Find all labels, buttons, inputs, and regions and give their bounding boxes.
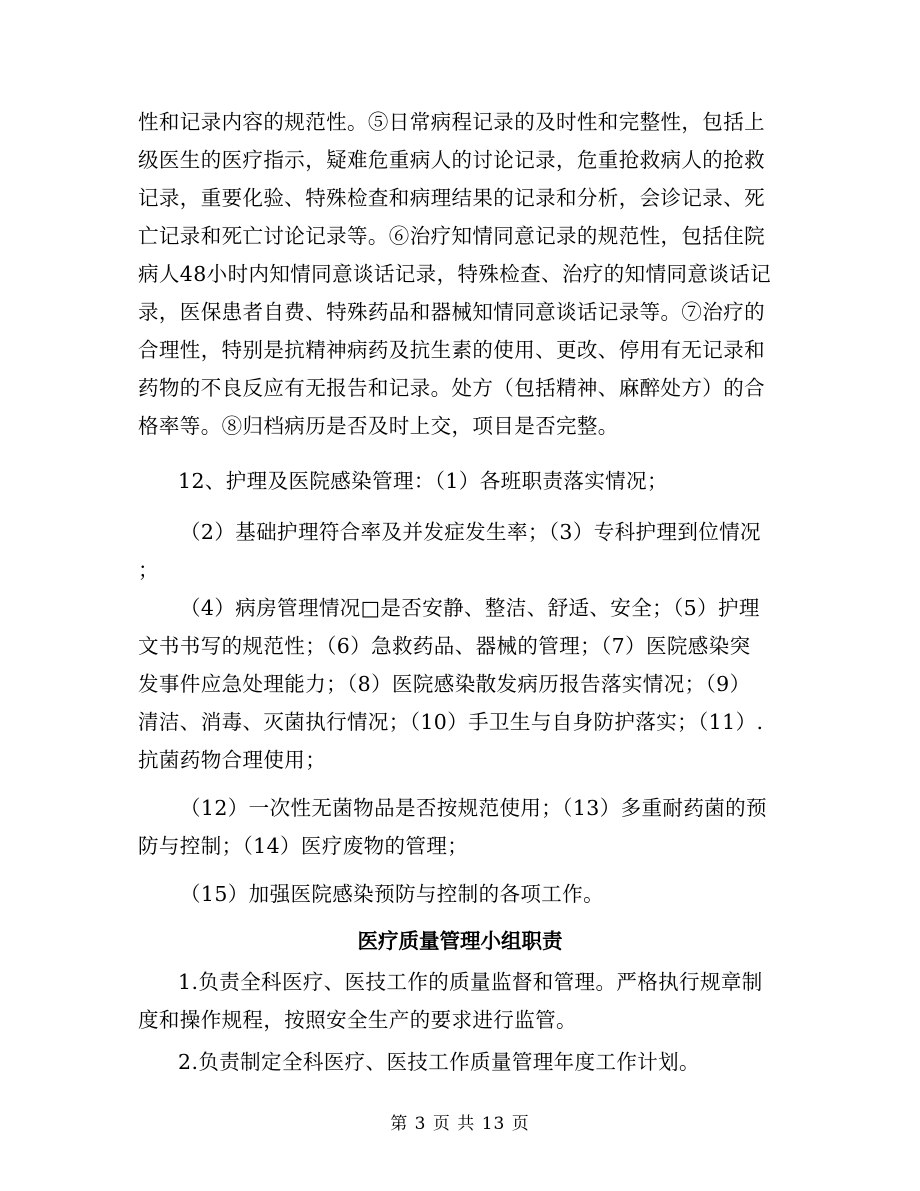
item-12-sub-line: 防与控制；（14）医疗废物的管理；	[138, 834, 469, 858]
item-12-sub-line: 抗菌药物合理使用；	[138, 748, 327, 772]
paragraph-line: 格率等。⑧归档病历是否及时上交，项目是否完整。	[138, 414, 619, 438]
paragraph-line: 药物的不良反应有无报告和记录。处方（包括精神、麻醉处方）的合	[138, 376, 765, 400]
duty-line: 度和操作规程，按照安全生产的要求进行监管。	[138, 1008, 577, 1032]
section-title: 医疗质量管理小组职责	[357, 929, 563, 953]
item-12-sub-line: （15）加强医院感染预防与控制的各项工作。	[180, 882, 604, 906]
item-12-sub-line: （4）病房管理情况□是否安静、整洁、舒适、安全；（5）护理	[180, 596, 760, 620]
duty-line: 2.负责制定全科医疗、医技工作质量管理年度工作计划。	[178, 1050, 700, 1074]
paragraph-line: 亡记录和死亡讨论记录等。⑥治疗知情同意记录的规范性，包括住院	[138, 224, 765, 248]
duty-line: 1.负责全科医疗、医技工作的质量监督和管理。严格执行规章制	[178, 970, 763, 994]
item-12-sub-line: （2）基础护理符合率及并发症发生率；（3）专科护理到位情况	[180, 520, 761, 544]
item-12-sub-line: 发事件应急处理能力；（8）医院感染散发病历报告落实情况；（9）	[138, 672, 751, 696]
item-12-sub-line: 文书书写的规范性；（6）急救药品、器械的管理；（7）医院感染突	[138, 634, 751, 658]
paragraph-line: 病人48小时内知情同意谈话记录，特殊检查、治疗的知情同意谈话记	[138, 262, 771, 286]
item-12-sub-line: ；	[138, 558, 159, 582]
item-12-sub-line: （12）一次性无菌物品是否按规范使用；（13）多重耐药菌的预	[180, 796, 767, 820]
paragraph-line: 记录，重要化验、特殊检查和病理结果的记录和分析，会诊记录、死	[138, 186, 765, 210]
paragraph-line: 合理性，特别是抗精神病药及抗生素的使用、更改、停用有无记录和	[138, 338, 765, 362]
paragraph-line: 录，医保患者自费、特殊药品和器械知情同意谈话记录等。⑦治疗的	[138, 300, 765, 324]
item-12-sub-line: 清洁、消毒、灭菌执行情况；（10）手卫生与自身防护落实；（11）.	[138, 710, 764, 734]
paragraph-line: 性和记录内容的规范性。⑤日常病程记录的及时性和完整性，包括上	[138, 110, 765, 134]
page-footer: 第 3 页 共 13 页	[390, 1114, 530, 1134]
item-12-heading: 12、护理及医院感染管理：（1）各班职责落实情况；	[178, 469, 668, 493]
paragraph-line: 级医生的医疗指示，疑难危重病人的讨论记录，危重抢救病人的抢救	[138, 148, 765, 172]
